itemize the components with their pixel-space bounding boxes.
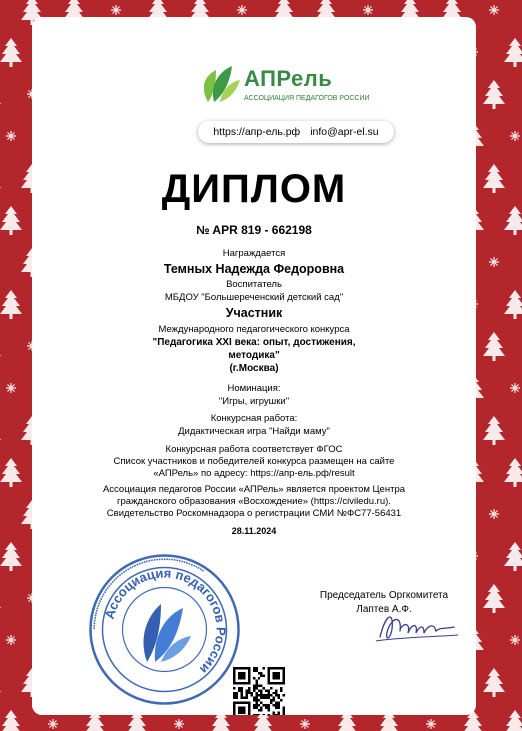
note-line: Конкурсная работа соответствует ФГОС: [165, 444, 343, 455]
contacts-pill: [198, 121, 394, 143]
nomination-value: "Игры, игрушки": [218, 396, 290, 407]
note-line: гражданского образования «Восхождение» (https://civiledu.ru).: [117, 496, 391, 507]
status: Участник: [225, 306, 283, 320]
apr-logo: [200, 62, 390, 112]
note-line: Список участников и победителей конкурса размещен на сайте: [113, 456, 395, 467]
awarded-label: Награждается: [222, 248, 286, 259]
email-link[interactable]: info@apr-el.su: [310, 126, 379, 138]
svg-text:••••••••••••••••••••••••••••••: ••••••••••••••••••••••••••••••••••••••••••••••••••••••••••••: [91, 556, 206, 630]
handwritten-signature: [372, 607, 462, 647]
logo-subtitle: АССОЦИАЦИЯ ПЕДАГОГОВ РОССИИ: [244, 95, 370, 102]
contest-line: Международного педагогического конкурса: [158, 324, 350, 335]
seal-text: Ассоциация педагогов России: [101, 565, 229, 677]
diploma-number: № APR 819 - 662198: [196, 223, 312, 237]
recipient-name: Темных Надежда Федоровна: [163, 262, 345, 276]
signatory-title: Председатель Оргкомитета: [319, 590, 449, 601]
diploma-date: 28.11.2024: [231, 526, 277, 536]
association-seal-stamp: [87, 552, 242, 707]
note-line: «АПРель» по адресу: https://апр-ель.рф/result: [153, 468, 355, 479]
work-label: Конкурсная работа:: [210, 413, 298, 424]
contest-title-1: "Педагогика XXI века: опыт, достижения,: [152, 337, 356, 348]
diploma-sheet: [32, 17, 476, 715]
recipient-institution: МБДОУ "Большереченский детский сад": [164, 292, 344, 303]
contest-title-2: методика": [228, 350, 280, 361]
note-line: Свидетельство Роскомнадзора о регистрации СМИ №ФС77-56431: [106, 508, 402, 519]
qr-code[interactable]: [233, 667, 285, 715]
leaf-logo-icon: [200, 62, 240, 106]
contest-city: (г.Москва): [229, 363, 279, 374]
recipient-position: Воспитатель: [226, 279, 282, 290]
diploma-title: ДИПЛОМ: [161, 167, 347, 211]
work-value: Дидактическая игра "Найди маму": [178, 426, 330, 437]
signatory-name: Лаптев А.Ф.: [356, 604, 412, 615]
note-line: Ассоциация педагогов России «АПРель» является проектом Центра: [102, 484, 406, 495]
logo-name: АПРель: [244, 66, 333, 91]
nomination-label: Номинация:: [227, 383, 281, 394]
website-link[interactable]: https://апр-ель.рф: [213, 126, 301, 138]
